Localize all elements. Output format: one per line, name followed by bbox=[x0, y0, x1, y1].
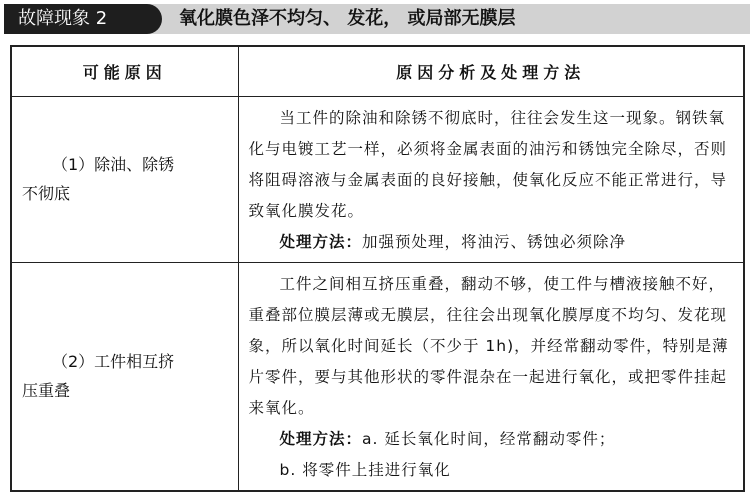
cause-text-cont: 不彻底 bbox=[22, 184, 71, 203]
fault-title: 氧化膜色泽不均匀、 发花， 或局部无膜层 bbox=[179, 8, 516, 29]
fault-table bbox=[10, 45, 745, 492]
method-line bbox=[249, 424, 734, 455]
cause-text: （1）除油、除锈 bbox=[52, 155, 175, 174]
column-header-method: 原因分析及处理方法 bbox=[238, 46, 744, 96]
method-label: 处理方法： bbox=[279, 232, 363, 251]
cause-text-cont: 压重叠 bbox=[22, 381, 71, 400]
method-text: a. 延长氧化时间，经常翻动零件； bbox=[362, 429, 616, 448]
cause-cell bbox=[11, 262, 238, 491]
method-label: 处理方法： bbox=[279, 429, 363, 448]
cause-text: （2）工件相互挤 bbox=[52, 352, 175, 371]
method-line-2: b. 将零件上挂进行氧化 bbox=[279, 460, 451, 479]
table-row bbox=[11, 96, 744, 262]
column-header-cause: 可能原因 bbox=[11, 46, 238, 96]
table-header-row bbox=[11, 46, 744, 96]
analysis-text: 工件之间相互挤压重叠，翻动不够，使工件与槽液接触不好，重叠部位膜层薄或无膜层，往往会出现氧化膜厚度不均匀、发花现象，所以氧化时间延长（不少于 1h)，并经常翻动零件，特别是薄片零件，要与其他形状的零件混杂在一起进行氧化，或把零件挂起来氧化。 bbox=[248, 274, 729, 417]
method-text: 加强预处理，将油污、锈蚀必须除净 bbox=[362, 232, 627, 251]
analysis-text: 当工件的除油和除锈不彻底时，往往会发生这一现象。钢铁氧化与电镀工艺一样，必须将金属表面的油污和锈蚀完全除尽，否则将阻碍溶液与金属表面的良好接触，使氧化反应不能正常进行，导致氧化膜发花。 bbox=[248, 108, 728, 220]
section-header bbox=[4, 4, 750, 34]
method-line bbox=[249, 227, 734, 258]
analysis-cell bbox=[238, 96, 744, 262]
cause-cell bbox=[11, 96, 238, 262]
table-row bbox=[11, 262, 744, 491]
analysis-cell bbox=[238, 262, 744, 491]
fault-tag: 故障现象 2 bbox=[4, 4, 162, 34]
